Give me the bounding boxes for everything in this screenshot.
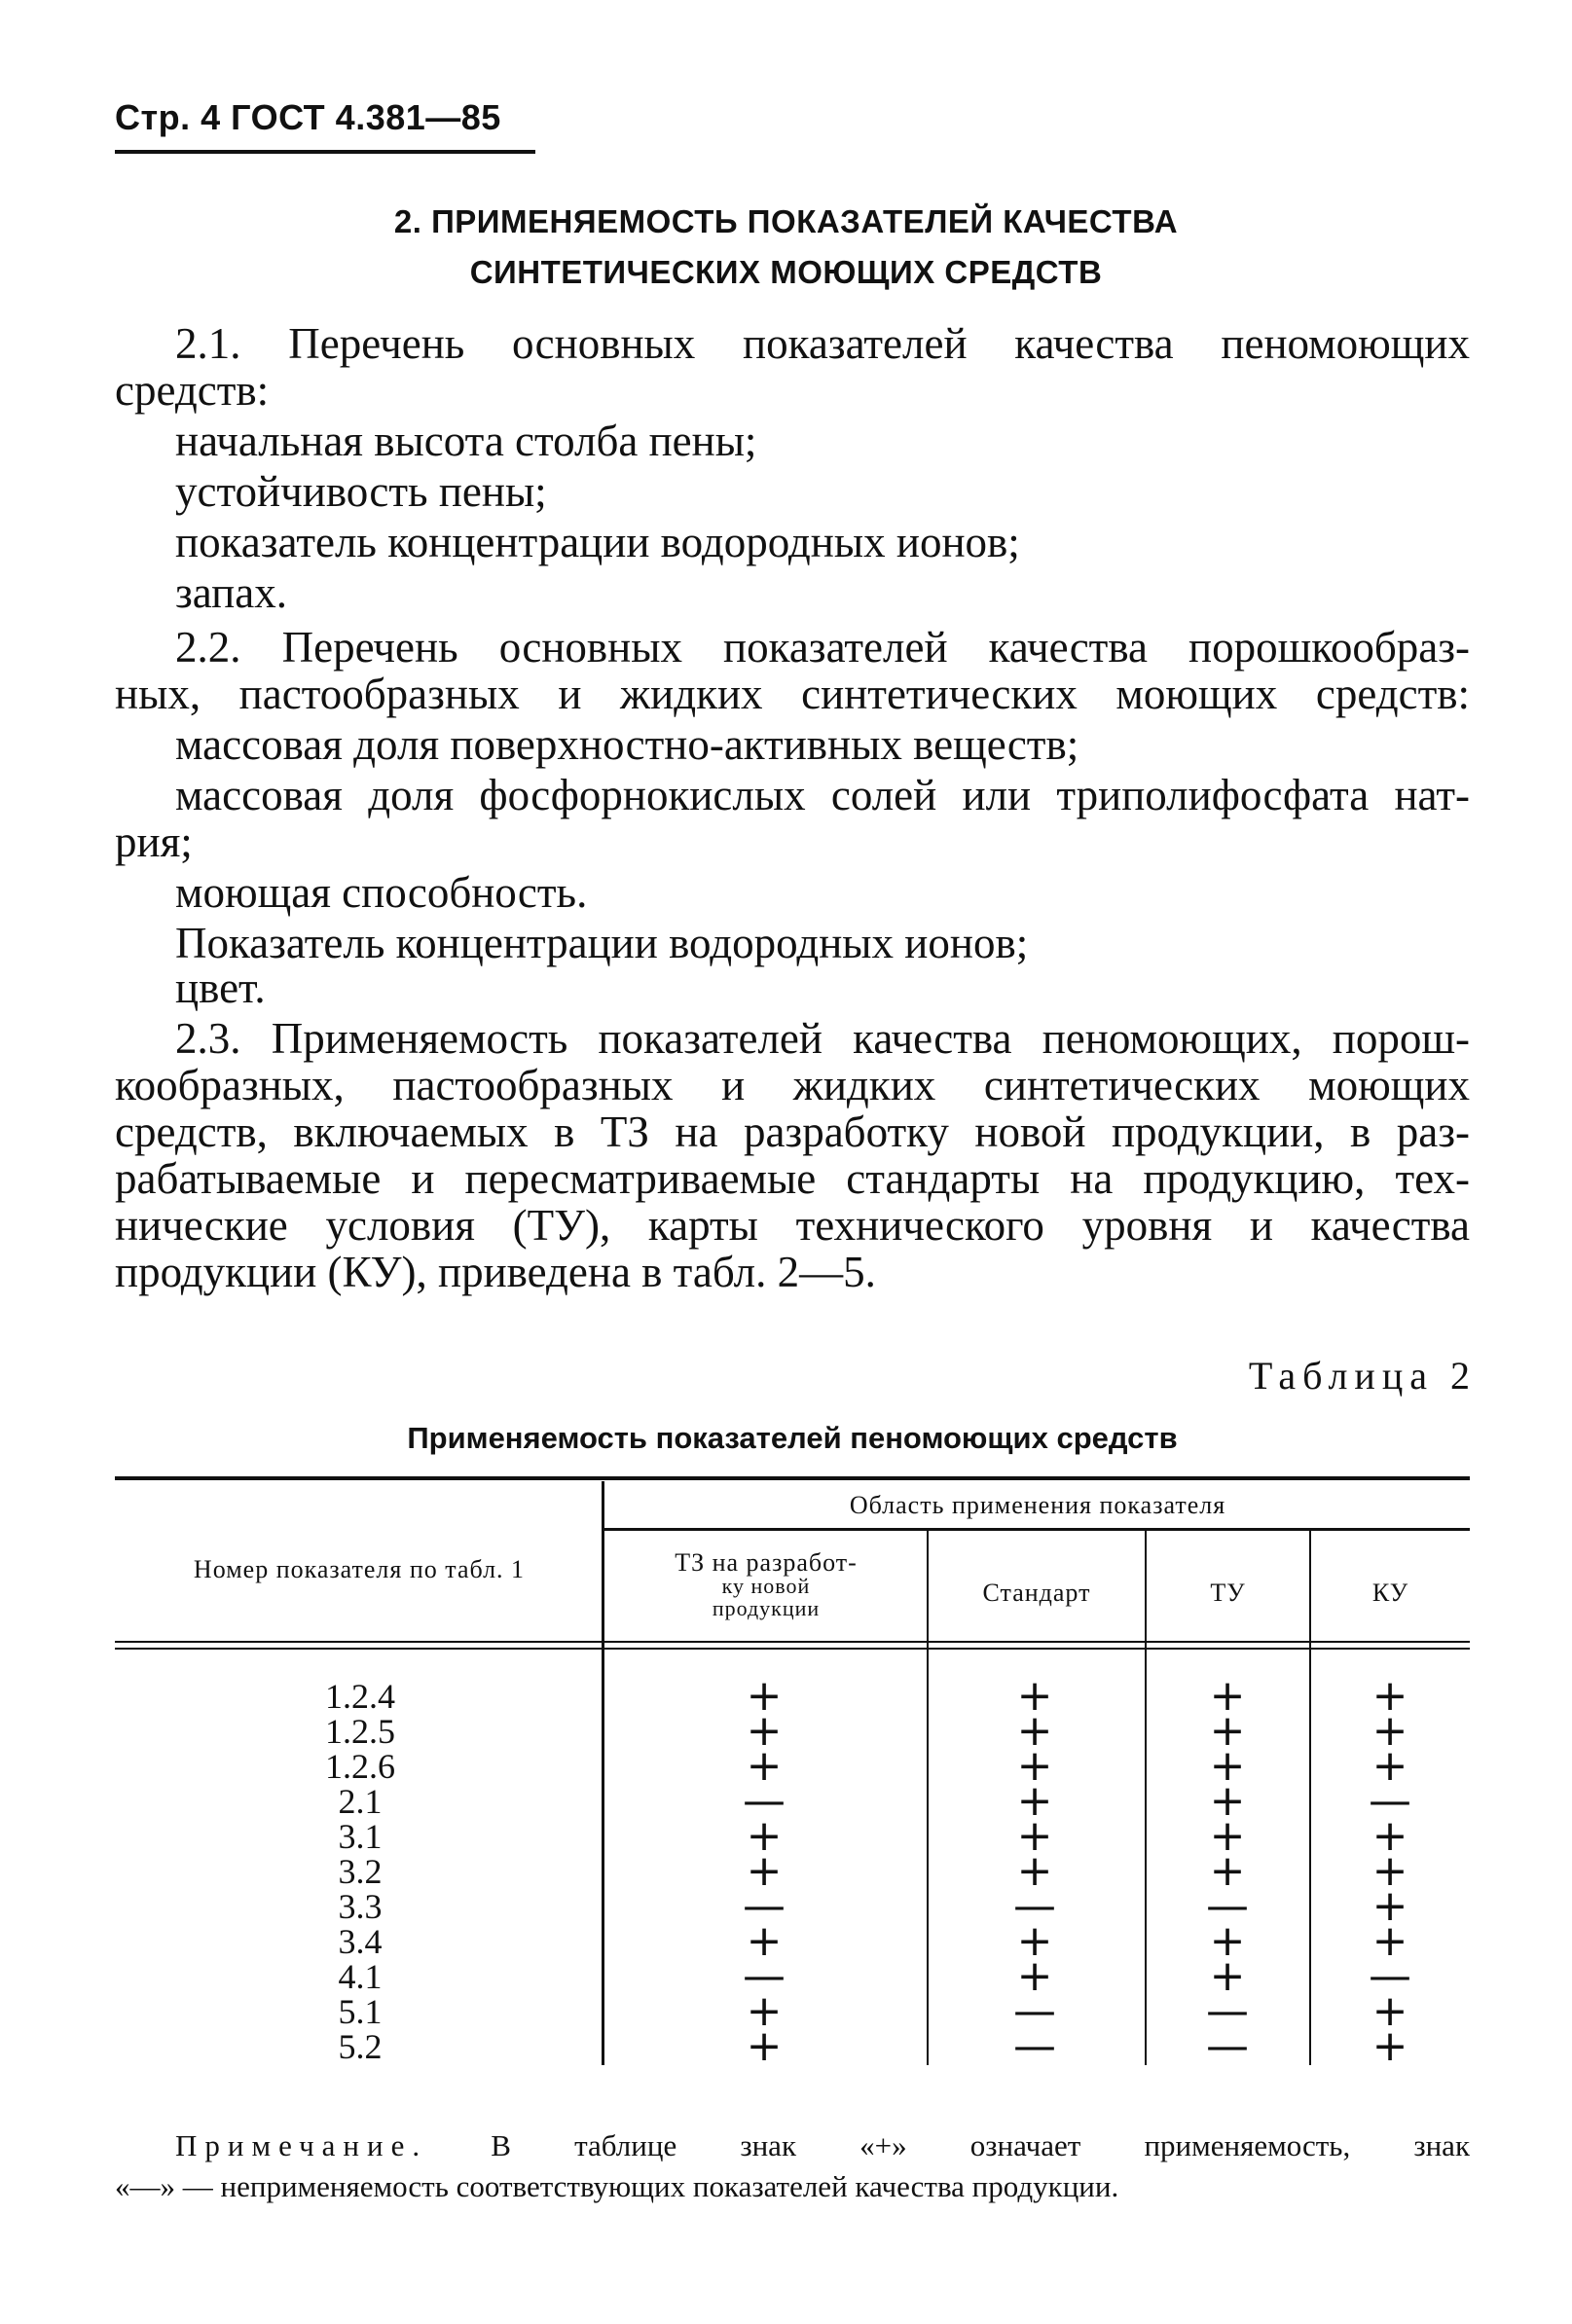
table-cell-applicability-st: —	[1013, 1986, 1056, 2036]
table-cell-applicability-st: +	[1016, 1706, 1053, 1756]
list-item: массовая доля поверхностно-активных веществ;	[175, 720, 1079, 769]
table-note-line1	[175, 2125, 1470, 2166]
table-cell-applicability-tu: —	[1206, 1881, 1249, 1931]
table-cell-applicability-tu: +	[1209, 1951, 1246, 2001]
table-title: Применяемость показателей пеномоющих средств	[407, 1421, 1178, 1455]
list-item: массовая доля фосфорнокислых солей или триполифосфата нат-	[175, 771, 1470, 819]
table-cell-applicability-tu: +	[1209, 1811, 1246, 1861]
table-cell-applicability-st: —	[1013, 1881, 1056, 1931]
table-cell-applicability-st: —	[1013, 2021, 1056, 2071]
table-vertical-rule	[602, 1481, 604, 2065]
table-header-tu: ТУ	[1210, 1579, 1246, 1607]
table-cell-applicability-st: +	[1016, 1671, 1053, 1721]
table-vertical-rule	[1309, 1531, 1311, 2065]
paragraph-2-1-line1: 2.1. Перечень основных показателей качества пеномоющих	[175, 319, 1470, 368]
paragraph-2-3-line: кообразных, пастообразных и жидких синтетических моющих	[115, 1061, 1470, 1109]
page-header: Стр. 4 ГОСТ 4.381—85	[115, 97, 501, 137]
paragraph-2-3-line: рабатываемые и пересматриваемые стандарты на продукцию, тех-	[115, 1154, 1470, 1203]
table-cell-applicability-tz: +	[746, 1671, 783, 1721]
table-cell-applicability-tz: —	[743, 1776, 786, 1826]
list-item: цвет.	[175, 963, 266, 1012]
table-cell-applicability-tz: +	[746, 2021, 783, 2071]
table-cell-applicability-ku: —	[1369, 1776, 1411, 1826]
table-cell-indicator-number: 4.1	[338, 1957, 383, 1996]
section-title-line1: 2. ПРИМЕНЯЕМОСТЬ ПОКАЗАТЕЛЕЙ КАЧЕСТВА	[393, 203, 1179, 239]
paragraph-2-2-line1: 2.2. Перечень основных показателей качества порошкообраз-	[175, 623, 1470, 672]
table-cell-applicability-tz: +	[746, 1811, 783, 1861]
paragraph-2-2-line2: ных, пастообразных и жидких синтетических моющих средств:	[115, 670, 1470, 718]
table-vertical-rule	[1145, 1531, 1147, 2065]
table-cell-applicability-tu: +	[1209, 1776, 1246, 1826]
table-cell-applicability-tu: +	[1209, 1671, 1246, 1721]
list-item-continuation: рия;	[115, 817, 193, 866]
table-cell-indicator-number: 1.2.6	[325, 1747, 395, 1786]
table-cell-applicability-ku: +	[1371, 1671, 1408, 1721]
table-cell-applicability-st: +	[1016, 1916, 1053, 1966]
table-cell-applicability-st: +	[1016, 1776, 1053, 1826]
table-header-standard: Стандарт	[982, 1579, 1091, 1607]
table-cell-applicability-ku: +	[1371, 1916, 1408, 1966]
table-header-tz: ТЗ на разработ- ку новой продукции	[675, 1548, 858, 1620]
table-cell-applicability-tz: +	[746, 1986, 783, 2036]
table-cell-applicability-ku: +	[1371, 1741, 1408, 1791]
list-item: Показатель концентрации водородных ионов;	[175, 919, 1029, 967]
table-cell-indicator-number: 5.1	[338, 1992, 383, 2031]
table-cell-applicability-tz: —	[743, 1881, 786, 1931]
table-cell-applicability-tz: +	[746, 1706, 783, 1756]
table-cell-applicability-tz: +	[746, 1916, 783, 1966]
table-cell-applicability-tu: +	[1209, 1741, 1246, 1791]
note-label: Примечание.	[175, 2128, 428, 2162]
header-rule	[115, 150, 535, 154]
paragraph-2-3-line: средств, включаемых в ТЗ на разработку новой продукции, в раз-	[115, 1108, 1470, 1156]
table-cell-applicability-st: +	[1016, 1846, 1053, 1896]
list-item: устойчивость пены;	[175, 467, 547, 516]
table-cell-indicator-number: 3.1	[338, 1817, 383, 1856]
table-cell-indicator-number: 1.2.4	[325, 1677, 395, 1716]
list-item: запах.	[175, 568, 287, 617]
paragraph-2-3-line: нические условия (ТУ), карты технического уровня и качества	[115, 1201, 1470, 1250]
list-item: начальная высота столба пены;	[175, 417, 757, 465]
table-header-application-area: Область применения показателя	[849, 1491, 1226, 1519]
table-cell-applicability-ku: —	[1369, 1951, 1411, 2001]
table-cell-applicability-tz: +	[746, 1741, 783, 1791]
list-item: моющая способность.	[175, 868, 588, 917]
table-cell-applicability-tu: —	[1206, 1986, 1249, 2036]
note-text: В таблице знак «+» означает применяемость, знак	[491, 2128, 1471, 2162]
table-cell-applicability-ku: +	[1371, 1706, 1408, 1756]
paragraph-2-3-line: 2.3. Применяемость показателей качества пеномоющих, порош-	[175, 1014, 1470, 1063]
table-cell-applicability-st: +	[1016, 1741, 1053, 1791]
table-cell-applicability-ku: +	[1371, 1846, 1408, 1896]
paragraph-2-3-line: продукции (КУ), приведена в табл. 2—5.	[115, 1248, 876, 1296]
table-top-rule	[115, 1476, 1470, 1480]
table-cell-applicability-tz: —	[743, 1951, 786, 2001]
table-vertical-rule	[927, 1531, 929, 2065]
paragraph-2-1-line2: средств:	[115, 366, 270, 415]
table-note-line2: «—» — неприменяемость соответствующих показателей качества продукции.	[115, 2169, 1119, 2203]
table-cell-applicability-ku: +	[1371, 2021, 1408, 2071]
table-cell-applicability-ku: +	[1371, 1986, 1408, 2036]
table-cell-applicability-st: +	[1016, 1811, 1053, 1861]
table-label: Таблица 2	[1248, 1354, 1477, 1398]
table-cell-indicator-number: 3.3	[338, 1887, 383, 1926]
table-group-rule	[603, 1528, 1470, 1531]
table-cell-applicability-tz: +	[746, 1846, 783, 1896]
table-cell-indicator-number: 3.4	[338, 1922, 383, 1961]
table-header-rule	[115, 1641, 1470, 1643]
table-cell-applicability-ku: +	[1371, 1811, 1408, 1861]
table-cell-applicability-tu: +	[1209, 1846, 1246, 1896]
table-cell-indicator-number: 5.2	[338, 2027, 383, 2066]
table-header-rule	[115, 1648, 1470, 1650]
table-header-indicator-number: Номер показателя по табл. 1	[193, 1555, 526, 1583]
table-cell-applicability-tu: —	[1206, 2021, 1249, 2071]
table-header-ku: КУ	[1371, 1579, 1409, 1607]
table-cell-applicability-tu: +	[1209, 1916, 1246, 1966]
list-item: показатель концентрации водородных ионов;	[175, 518, 1020, 566]
table-cell-indicator-number: 1.2.5	[325, 1712, 395, 1751]
table-cell-applicability-ku: +	[1371, 1881, 1408, 1931]
table-cell-applicability-st: +	[1016, 1951, 1053, 2001]
section-title-line2: СИНТЕТИЧЕСКИХ МОЮЩИХ СРЕДСТВ	[469, 254, 1103, 290]
table-cell-indicator-number: 2.1	[338, 1782, 383, 1821]
table-cell-applicability-tu: +	[1209, 1706, 1246, 1756]
table-cell-indicator-number: 3.2	[338, 1852, 383, 1891]
